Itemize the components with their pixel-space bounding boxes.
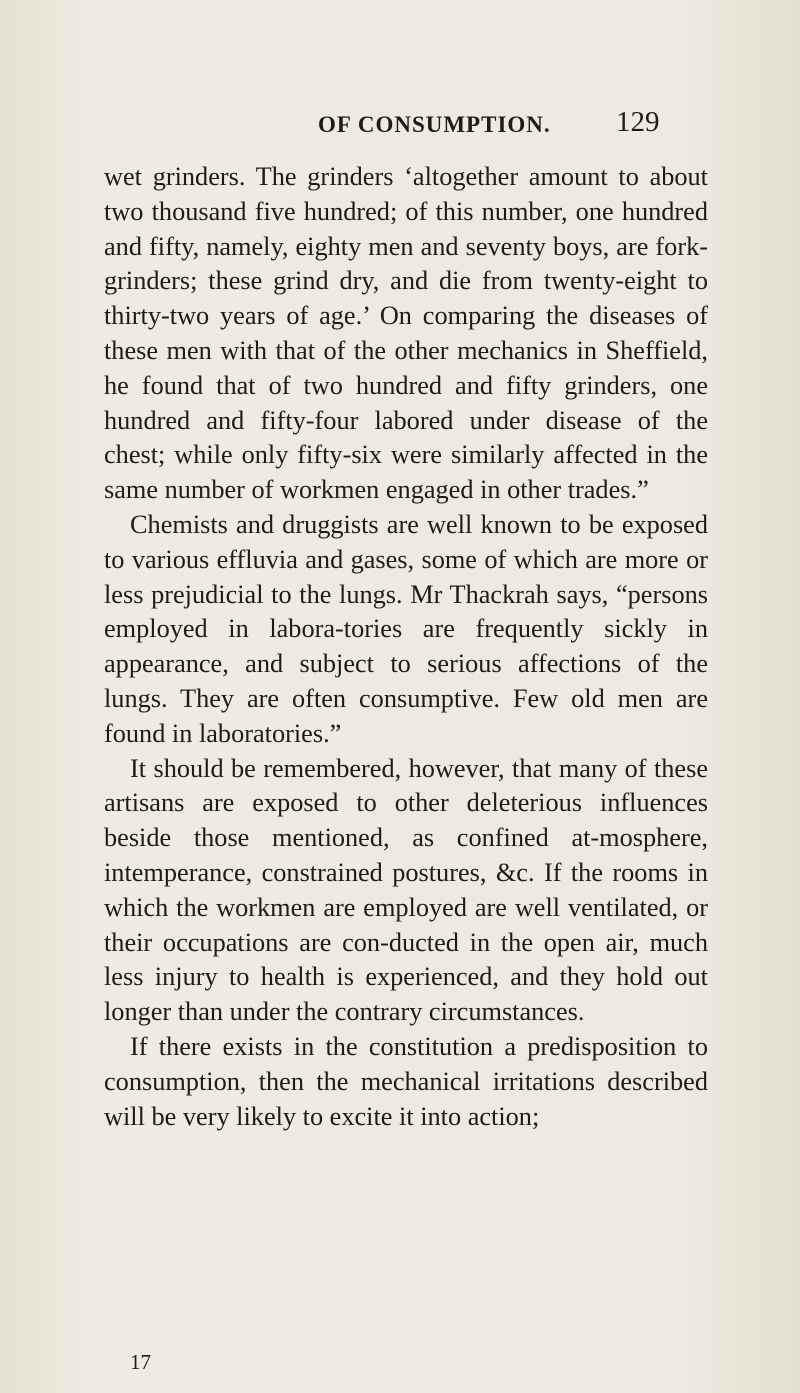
body-text <box>104 160 708 1134</box>
page-number: 129 <box>616 106 660 138</box>
page-header <box>0 106 800 152</box>
paragraph-chemists: Chemists and druggists are well known to be exposed to various effluvia and gases, some of which are more or less prejudicial to the lungs. Mr Thackrah says, “persons employed in labora-tories are frequently sickly in appearance, and subject to serious affections of the lungs. They are often consumptive. Few old men are found in laboratories.” <box>104 509 708 748</box>
signature-mark: 17 <box>130 1350 151 1374</box>
paragraph-artisans: It should be remembered, however, that many of these artisans are exposed to other deleterious influences beside those mentioned, as confined at-mosphere, intemperance, constrained postures, &c. If the rooms in which the workmen are employed are well ventilated, or their occupations are con-ducted in the open air, much less injury to health is experienced, and they hold out longer than under the contrary circumstances. <box>104 753 708 1027</box>
paragraph-continued: wet grinders. The grinders ‘altogether amount to about two thousand five hundred; of this number, one hundred and fifty, namely, eighty men and seventy boys, are fork-grinders; these grind dry, and die from twenty-eight to thirty-two years of age.’ On comparing the diseases of these men with that of the other mechanics in Sheffield, he found that of two hundred and fifty grinders, one hundred and fifty-four labored under disease of the chest; while only fifty-six were similarly affected in the same number of workmen engaged in other trades.” <box>104 162 708 505</box>
paragraph-predisposition: If there exists in the constitution a predisposition to consumption, then the mechanical irritations described will be very likely to excite it into action; <box>104 1031 708 1131</box>
running-head: OF CONSUMPTION. <box>318 112 551 137</box>
